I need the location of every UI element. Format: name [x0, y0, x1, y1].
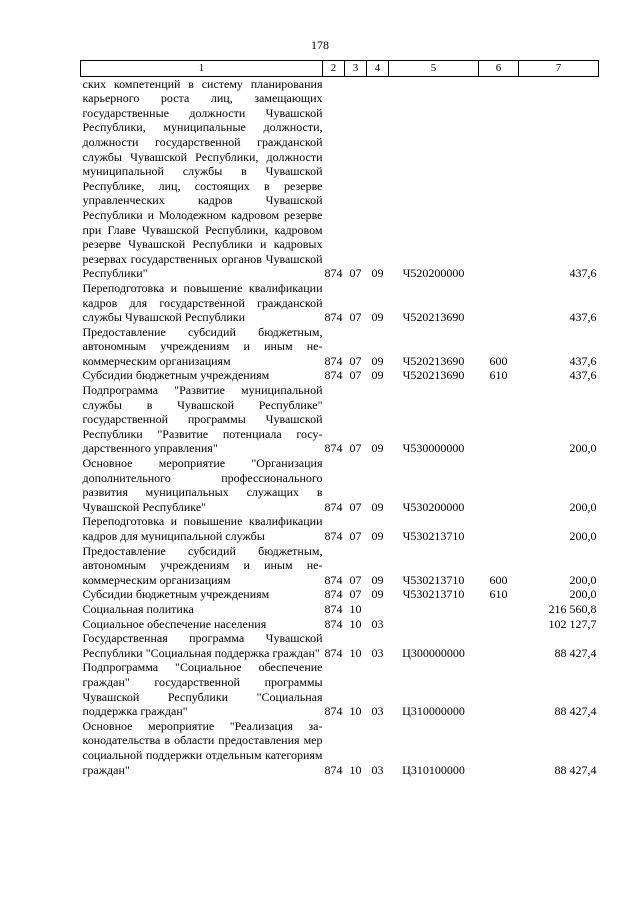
- row-target-article: Ч520213690: [402, 353, 465, 368]
- row-subsection-code: 09: [371, 368, 384, 383]
- row-target-article: Ч530200000: [402, 499, 465, 514]
- row-amount: 200,0: [569, 529, 597, 543]
- row-grbs-code: 874: [324, 310, 343, 325]
- row-expense-type: 600: [489, 353, 508, 368]
- row-section-code: 07: [349, 353, 362, 368]
- row-grbs-code: 874: [324, 645, 343, 660]
- table-row: [81, 602, 599, 617]
- row-description: Подпрограмма "Развитие муниципальной службы в Чувашской Республике" государственной программы Чувашской Республики "Развитие потенциала государственного управления": [82, 383, 323, 456]
- table-row: [81, 514, 599, 543]
- row-grbs-code: 874: [324, 368, 343, 383]
- row-section-code: 10: [349, 616, 362, 631]
- table-row: [81, 281, 599, 325]
- row-expense-type: [479, 617, 519, 632]
- row-section-code: 07: [349, 441, 362, 456]
- row-subsection-code: 03: [371, 704, 384, 719]
- row-description: Основное мероприятие "Реализация законодательства в области предоставления мер социальной поддержки отдельным категориям граждан": [82, 718, 323, 777]
- row-amount: 437,6: [569, 353, 597, 368]
- row-description: Переподготовка и повышение квалификации кадров для государственной гражданской службы Чувашской Республики: [82, 280, 323, 325]
- row-target-article: [389, 602, 479, 617]
- row-description: ских компетенций в систему планирования карьерного роста лиц, замещающих государственные должности Чувашской Республики, муниципальные должности, должности государственной гражданской службы Чувашской Республики, должности муниципальной службы в Чувашской Республике, лиц, состоящих в резерве управленческих кадров Чувашской Республики и Молодежном кадровом резерве при Главе Чувашской Республики, кадровом резерве Чувашской Республики и кадровых резервах государственных органов Чувашской Республики": [82, 76, 323, 281]
- column-header: 1: [81, 61, 323, 77]
- table-header: [81, 61, 599, 77]
- row-subsection-code: [367, 602, 389, 617]
- row-description: Социальное обеспечение населения: [82, 616, 267, 631]
- table-body: [81, 76, 599, 777]
- row-target-article: Ч530213710: [402, 572, 465, 587]
- row-amount: 437,6: [569, 266, 597, 281]
- column-header: 5: [389, 61, 479, 77]
- row-target-article: Ч520200000: [402, 266, 465, 281]
- row-subsection-code: 09: [371, 266, 384, 281]
- row-subsection-code: 09: [371, 441, 384, 456]
- row-description: Предоставление субсидий бюджетным, автономным учреждениям и иным некоммерческим организациям: [82, 324, 323, 368]
- row-amount: 102 127,7: [548, 616, 597, 631]
- row-target-article: Ч530213710: [402, 529, 465, 543]
- row-section-code: 07: [349, 529, 362, 543]
- table-row: [81, 325, 599, 369]
- row-section-code: 07: [349, 266, 362, 281]
- table-row: [81, 660, 599, 718]
- row-expense-type: 600: [489, 572, 508, 587]
- row-grbs-code: 874: [324, 499, 343, 514]
- row-target-article: [389, 617, 479, 632]
- budget-table: [80, 60, 599, 777]
- table-row: [81, 544, 599, 588]
- table-row: [81, 456, 599, 514]
- row-grbs-code: 874: [324, 587, 343, 602]
- row-subsection-code: 09: [371, 353, 384, 368]
- row-grbs-code: 874: [324, 616, 343, 631]
- row-grbs-code: 874: [324, 441, 343, 456]
- row-expense-type: [479, 719, 519, 777]
- row-grbs-code: 874: [324, 704, 343, 719]
- column-header: 2: [323, 61, 345, 77]
- row-amount: 88 427,4: [554, 645, 597, 660]
- row-description: Субсидии бюджетным учреждениям: [82, 368, 270, 383]
- row-description: Переподготовка и повышение квалификации кадров для муниципальной службы: [82, 514, 323, 543]
- row-description: Социальная политика: [82, 601, 194, 616]
- row-section-code: 07: [349, 310, 362, 325]
- row-amount: 200,0: [569, 572, 597, 587]
- row-description: Субсидии бюджетным учреждениям: [82, 587, 270, 602]
- row-grbs-code: 874: [324, 601, 343, 616]
- row-amount: 437,6: [569, 310, 597, 325]
- table-row: [81, 76, 599, 281]
- row-amount: 200,0: [569, 441, 597, 456]
- row-subsection-code: 09: [371, 572, 384, 587]
- row-subsection-code: 09: [371, 310, 384, 325]
- table-row: [81, 587, 599, 602]
- column-header: 6: [479, 61, 519, 77]
- row-grbs-code: 874: [324, 353, 343, 368]
- row-expense-type: [479, 281, 519, 325]
- row-section-code: 10: [349, 762, 362, 777]
- row-subsection-code: 09: [371, 587, 384, 602]
- row-section-code: 07: [349, 499, 362, 514]
- row-expense-type: [479, 631, 519, 660]
- row-expense-type: [479, 456, 519, 514]
- row-target-article: Ч530000000: [402, 441, 465, 456]
- row-amount: 437,6: [569, 368, 597, 383]
- table-row: [81, 719, 599, 777]
- row-grbs-code: 874: [324, 529, 343, 543]
- row-subsection-code: 03: [371, 645, 384, 660]
- row-expense-type: [479, 602, 519, 617]
- row-description: Предоставление субсидий бюджетным, автономным учреждениям и иным некоммерческим организациям: [82, 543, 323, 587]
- row-expense-type: [479, 660, 519, 718]
- row-expense-type: [479, 514, 519, 543]
- row-expense-type: 610: [489, 368, 508, 383]
- page-number: 178: [311, 38, 329, 52]
- row-grbs-code: 874: [324, 266, 343, 281]
- column-header: 4: [367, 61, 389, 77]
- row-section-code: 10: [349, 704, 362, 719]
- row-section-code: 07: [349, 572, 362, 587]
- row-grbs-code: 874: [324, 572, 343, 587]
- table-row: [81, 368, 599, 383]
- row-amount: 200,0: [569, 587, 597, 602]
- row-amount: 216 560,8: [548, 601, 597, 616]
- row-expense-type: 610: [489, 587, 508, 602]
- row-amount: 88 427,4: [554, 704, 597, 719]
- row-description: Основное мероприятие "Организация дополнительного профессионального развития муниципальных служащих в Чувашской Республике": [82, 456, 323, 514]
- row-section-code: 10: [349, 645, 362, 660]
- row-target-article: Ч530213710: [402, 587, 465, 602]
- row-amount: 200,0: [569, 499, 597, 514]
- row-description: Подпрограмма "Социальное обеспечение граждан" государственной программы Чувашской Республики "Социальная поддержка граждан": [82, 660, 323, 719]
- table-row: [81, 631, 599, 660]
- row-target-article: Ч520213690: [402, 310, 465, 325]
- row-subsection-code: 03: [371, 762, 384, 777]
- row-target-article: Ц300000000: [402, 645, 465, 660]
- row-description: Государственная программа Чувашской Республики "Социальная поддержка граждан": [82, 631, 323, 660]
- row-subsection-code: 09: [371, 529, 384, 543]
- row-section-code: 07: [349, 587, 362, 602]
- row-expense-type: [479, 383, 519, 456]
- row-section-code: 10: [349, 601, 362, 616]
- column-header: 7: [519, 61, 599, 77]
- row-subsection-code: 03: [371, 616, 384, 631]
- row-subsection-code: 09: [371, 499, 384, 514]
- row-target-article: Ц310000000: [402, 704, 465, 719]
- column-header: 3: [345, 61, 367, 77]
- table-row: [81, 383, 599, 456]
- row-target-article: Ц310100000: [402, 762, 465, 777]
- row-section-code: 07: [349, 368, 362, 383]
- row-expense-type: [479, 76, 519, 281]
- row-target-article: Ч520213690: [402, 368, 465, 383]
- row-amount: 88 427,4: [554, 762, 597, 777]
- table-row: [81, 617, 599, 632]
- row-grbs-code: 874: [324, 762, 343, 777]
